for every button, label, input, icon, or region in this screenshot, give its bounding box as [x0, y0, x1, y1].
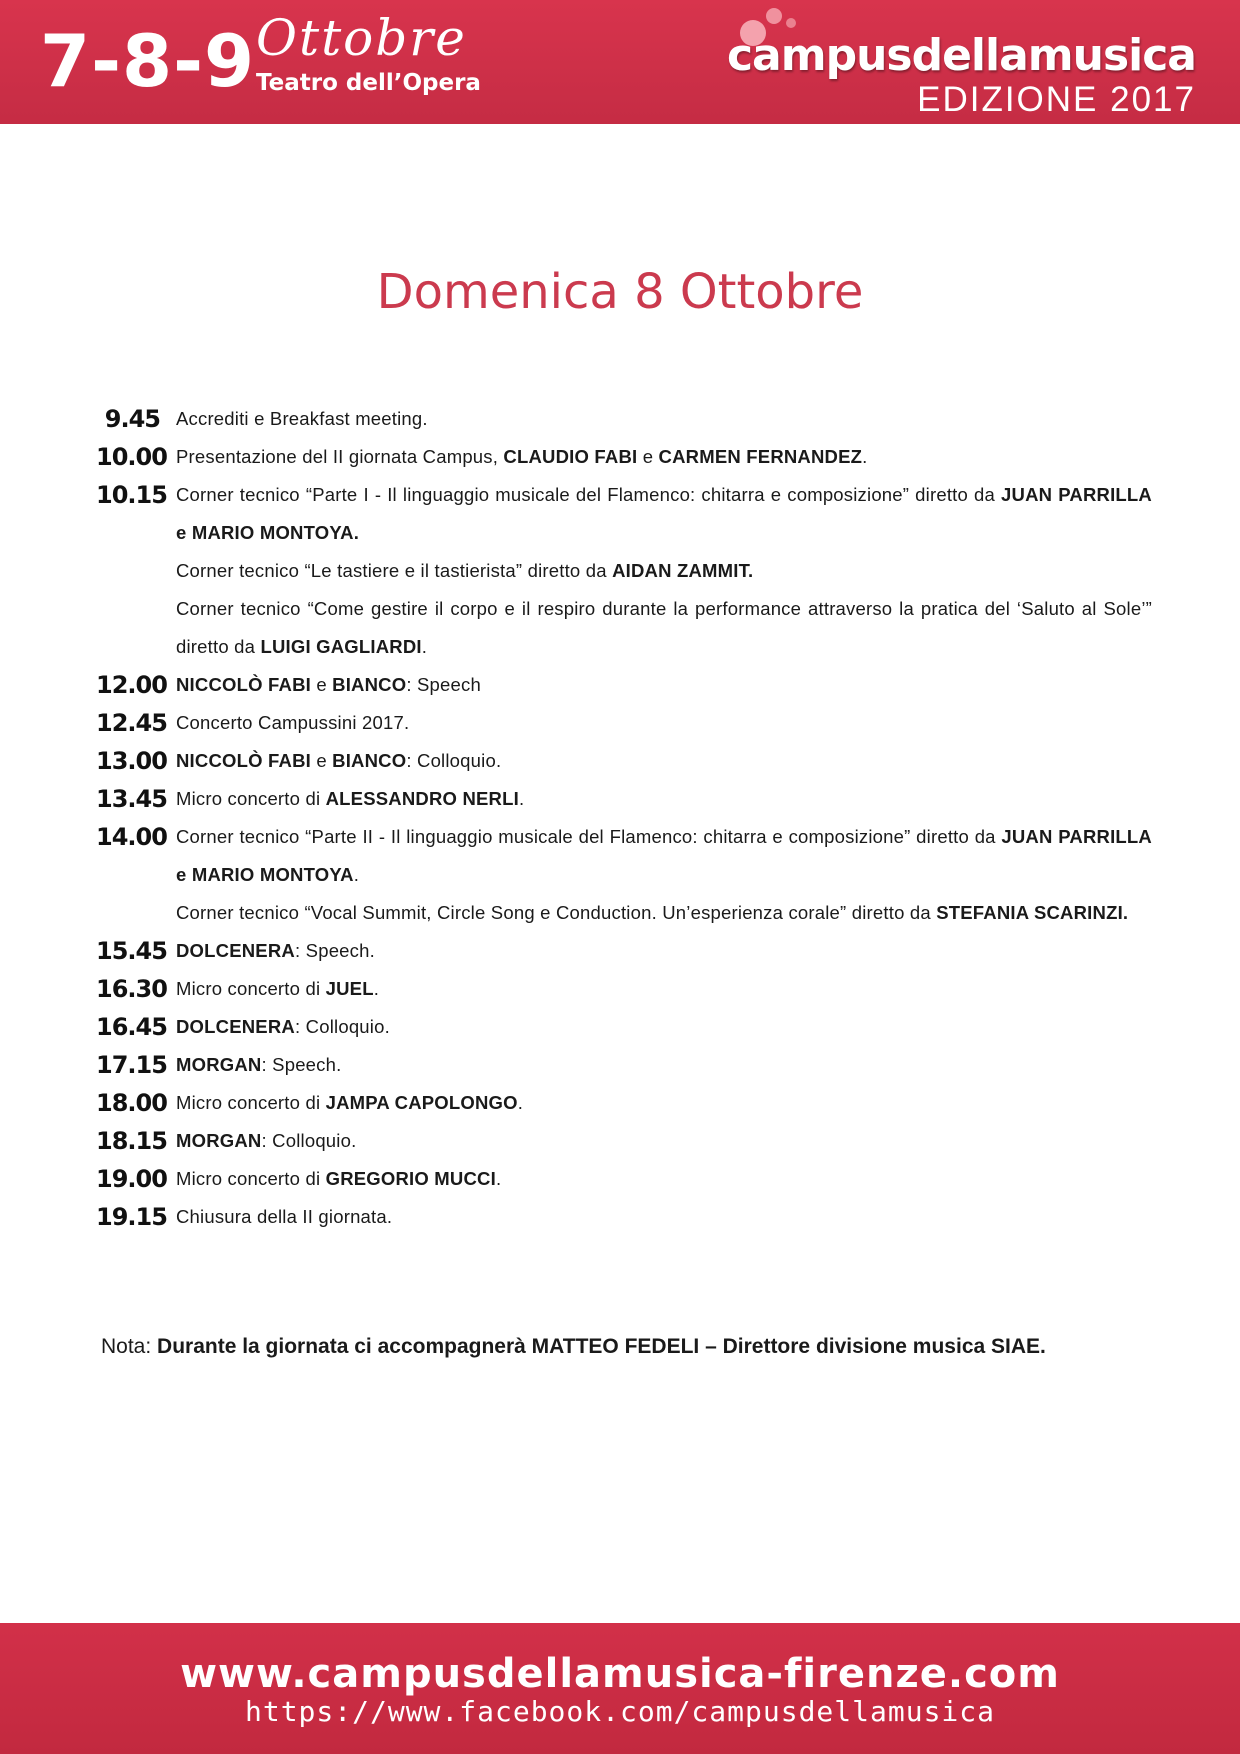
schedule-time: 17.15 [96, 1051, 167, 1079]
schedule-row [96, 704, 1152, 742]
event-text: : Speech. [294, 940, 375, 961]
event-text: . [517, 1092, 524, 1113]
schedule-row [96, 970, 1152, 1008]
schedule-row [96, 780, 1152, 818]
performer-name: DOLCENERA [176, 1016, 295, 1037]
schedule-row [96, 932, 1152, 970]
schedule-event [176, 818, 1152, 894]
performer-name: NICCOLÒ FABI [176, 750, 311, 771]
performer-name: CARMEN FERNANDEZ [658, 446, 863, 467]
event-text: Corner tecnico “Parte I - Il linguaggio musicale del Flamenco: chitarra e composizione” diretto da [176, 484, 1002, 505]
event-text: . [862, 446, 868, 467]
note [101, 1329, 1161, 1365]
schedule-events [176, 666, 1152, 704]
performer-name: DOLCENERA [176, 940, 295, 961]
schedule-row [96, 1008, 1152, 1046]
website-link[interactable]: www.campusdellamusica-firenze.com [180, 1651, 1060, 1697]
event-dates: 7-8-9 [40, 19, 256, 103]
schedule-event [176, 590, 1152, 666]
performer-name: LUIGI GAGLIARDI [260, 636, 422, 657]
performer-name: MORGAN [176, 1130, 262, 1151]
schedule-list [96, 400, 1152, 1236]
schedule-event [176, 932, 1152, 970]
event-text: . [495, 1168, 502, 1189]
schedule-events [176, 780, 1152, 818]
facebook-link[interactable]: https://www.facebook.com/campusdellamusica [244, 1695, 995, 1728]
schedule-events [176, 1008, 1152, 1046]
event-text: : Speech [406, 674, 481, 695]
schedule-events [176, 704, 1152, 742]
schedule-events [176, 1160, 1152, 1198]
schedule-event [176, 400, 1152, 438]
schedule-event [176, 1198, 1152, 1236]
schedule-row [96, 1122, 1152, 1160]
performer-name: ALESSANDRO NERLI [325, 788, 519, 809]
schedule-time: 13.45 [96, 785, 167, 813]
schedule-event [176, 1046, 1152, 1084]
event-text: e [637, 446, 659, 467]
schedule-row [96, 1046, 1152, 1084]
schedule-events [176, 438, 1152, 476]
performer-name: GREGORIO MUCCI [325, 1168, 496, 1189]
schedule-events [176, 476, 1152, 666]
campus-logo: campusdellamusica [726, 30, 1196, 81]
event-text: : Speech. [261, 1054, 342, 1075]
performer-name: JUEL [325, 978, 374, 999]
schedule-time: 9.45 [104, 405, 160, 433]
schedule-event [176, 1122, 1152, 1160]
page-title: Domenica 8 Ottobre [376, 264, 864, 320]
schedule-time: 14.00 [96, 823, 167, 851]
schedule-event [176, 666, 1152, 704]
footer-banner [0, 1623, 1240, 1754]
performer-name: BIANCO [332, 750, 407, 771]
event-text: e [310, 674, 333, 695]
schedule-events [176, 1198, 1152, 1236]
schedule-time: 15.45 [96, 937, 167, 965]
schedule-row [96, 666, 1152, 704]
note-label: Nota: [101, 1335, 158, 1358]
event-text: Micro concerto di [176, 788, 326, 809]
event-text: Corner tecnico “Parte II - Il linguaggio musicale del Flamenco: chitarra e composizione” diretto da [176, 826, 1002, 847]
schedule-time: 12.45 [96, 709, 167, 737]
schedule-time: 13.00 [96, 747, 167, 775]
header-banner [0, 0, 1240, 124]
event-text: . [518, 788, 525, 809]
schedule-row [96, 1198, 1152, 1236]
schedule-events [176, 818, 1152, 932]
performer-name: JAMPA CAPOLONGO [325, 1092, 518, 1113]
event-venue: Teatro dell’Opera [256, 70, 481, 96]
schedule-row [96, 818, 1152, 932]
schedule-row [96, 400, 1152, 438]
schedule-time: 12.00 [96, 671, 167, 699]
schedule-event [176, 1084, 1152, 1122]
schedule-events [176, 400, 1152, 438]
performer-name: MORGAN [176, 1054, 262, 1075]
schedule-row [96, 742, 1152, 780]
schedule-event [176, 476, 1152, 552]
schedule-time: 16.45 [96, 1013, 167, 1041]
event-text: Chiusura della II giornata. [176, 1206, 393, 1227]
event-text: . [421, 636, 428, 657]
schedule-event [176, 780, 1152, 818]
schedule-time: 19.00 [96, 1165, 167, 1193]
event-text: Micro concerto di [176, 1092, 326, 1113]
schedule-event [176, 894, 1152, 932]
event-text: e [310, 750, 333, 771]
schedule-event [176, 704, 1152, 742]
event-text: Accrediti e Breakfast meeting. [176, 408, 428, 429]
event-text: Micro concerto di [176, 1168, 326, 1189]
note-text: Durante la giornata ci accompagnerà MATTEO FEDELI – Direttore divisione musica SIAE. [157, 1335, 1046, 1358]
schedule-row [96, 476, 1152, 666]
performer-name: AIDAN ZAMMIT. [612, 560, 754, 581]
event-text: : Colloquio. [261, 1130, 357, 1151]
event-text: : Colloquio. [294, 1016, 390, 1037]
schedule-time: 18.00 [96, 1089, 167, 1117]
schedule-event [176, 742, 1152, 780]
performer-name: NICCOLÒ FABI [176, 674, 311, 695]
schedule-events [176, 742, 1152, 780]
schedule-time: 19.15 [96, 1203, 167, 1231]
performer-name: STEFANIA SCARINZI. [936, 902, 1129, 923]
schedule-row [96, 438, 1152, 476]
performer-name: BIANCO [332, 674, 407, 695]
schedule-time: 10.00 [96, 443, 167, 471]
schedule-event [176, 1160, 1152, 1198]
performer-name: CLAUDIO FABI [503, 446, 638, 467]
event-text: . [373, 978, 380, 999]
event-text: Corner tecnico “Come gestire il corpo e il respiro durante la performance attraverso la pratica del ‘Saluto al Sole’” diretto da [176, 598, 1152, 657]
schedule-event [176, 438, 1152, 476]
event-text: Micro concerto di [176, 978, 326, 999]
schedule-events [176, 1122, 1152, 1160]
schedule-events [176, 970, 1152, 1008]
schedule-events [176, 932, 1152, 970]
schedule-row [96, 1084, 1152, 1122]
schedule-time: 16.30 [96, 975, 167, 1003]
schedule-time: 10.15 [96, 481, 167, 509]
event-text: Corner tecnico “Le tastiere e il tastierista” diretto da [176, 560, 613, 581]
event-text: : Colloquio. [406, 750, 502, 771]
schedule-row [96, 1160, 1152, 1198]
schedule-event [176, 1008, 1152, 1046]
schedule-time: 18.15 [96, 1127, 167, 1155]
schedule-events [176, 1046, 1152, 1084]
schedule-events [176, 1084, 1152, 1122]
event-text: Corner tecnico “Vocal Summit, Circle Song e Conduction. Un’esperienza corale” diretto da [176, 902, 937, 923]
performer-name: JUAN PARRILLA e MARIO MONTOYA. [176, 484, 1152, 543]
event-text: Presentazione del II giornata Campus, [176, 446, 504, 467]
event-text: . [353, 864, 360, 885]
performer-name: JUAN PARRILLA e MARIO MONTOYA [176, 826, 1152, 885]
schedule-event [176, 970, 1152, 1008]
edition-label: EDIZIONE 2017 [917, 80, 1196, 119]
event-month: Ottobre [256, 9, 467, 67]
event-text: Concerto Campussini 2017. [176, 712, 410, 733]
schedule-event [176, 552, 1152, 590]
